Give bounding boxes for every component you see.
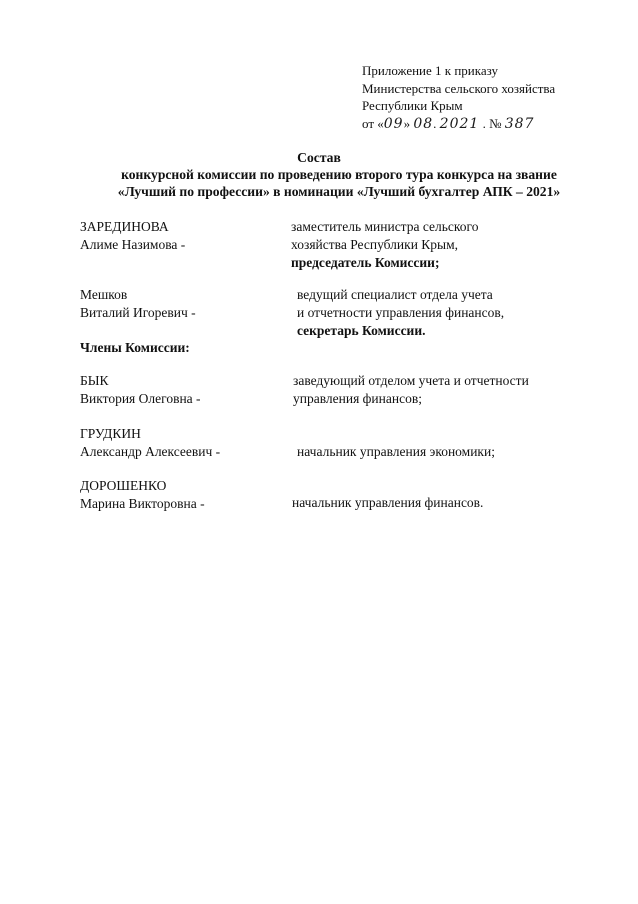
date-prefix: от «: [362, 115, 384, 131]
number-label: . №: [482, 115, 502, 131]
member-given-name: Виталий Игоревич -: [80, 305, 196, 320]
role-line: и отчетности управления финансов,: [297, 305, 505, 320]
member-role: [297, 443, 495, 461]
member-surname: ДОРОШЕНКО: [80, 478, 167, 493]
member-surname: Мешков: [80, 287, 128, 302]
document-subtitle-1: конкурсной комиссии по проведению второго тура конкурса на звание: [121, 167, 557, 182]
member-given-name: Алиме Назимова -: [80, 237, 186, 252]
role-line: заведующий отделом учета и отчетности: [293, 373, 529, 388]
member-given-name: Виктория Олеговна -: [80, 391, 201, 406]
member-given-name: Александр Алексеевич -: [80, 444, 221, 459]
member-name: [80, 372, 201, 408]
member-role: [292, 494, 483, 512]
role-line: управления финансов;: [293, 391, 422, 406]
role-line: начальник управления финансов.: [292, 495, 484, 510]
date-month: 08: [413, 115, 434, 132]
document-subtitle-2: «Лучший по профессии» в номинации «Лучший бухгалтер АПК – 2021»: [117, 184, 561, 199]
annex-block: [362, 62, 555, 133]
annex-line-1: Приложение 1 к приказу: [362, 63, 499, 78]
role-line: хозяйства Республики Крым,: [291, 237, 459, 252]
role-title: председатель Комиссии;: [291, 255, 440, 270]
member-surname: ГРУДКИН: [80, 426, 141, 441]
role-line: ведущий специалист отдела учета: [297, 287, 493, 302]
date-year: 2021: [439, 115, 480, 132]
annex-line-2: Министерства сельского хозяйства: [362, 80, 556, 96]
role-line: заместитель министра сельского: [291, 219, 479, 234]
annex-line-3: Республики Крым: [362, 98, 463, 113]
role-title: секретарь Комиссии.: [297, 323, 426, 338]
member-name: [80, 286, 196, 322]
member-name: [80, 218, 185, 254]
member-surname: ЗАРЕДИНОВА: [80, 219, 169, 234]
date-day: 09: [383, 115, 404, 132]
member-role: [293, 372, 529, 408]
member-given-name: Марина Викторовна -: [80, 496, 205, 511]
member-name: [80, 477, 205, 513]
members-section-header: Члены Комиссии:: [80, 340, 190, 355]
order-number: 387: [504, 115, 535, 132]
annex-date-line: от «09» 08. 2021 . № 387: [362, 115, 535, 132]
member-name: [80, 425, 220, 461]
member-role: [291, 218, 478, 272]
date-mid: »: [403, 115, 411, 131]
member-role: [297, 286, 504, 340]
document-title: Состав: [297, 150, 341, 165]
role-line: начальник управления экономики;: [297, 444, 495, 459]
member-surname: БЫК: [80, 373, 109, 388]
